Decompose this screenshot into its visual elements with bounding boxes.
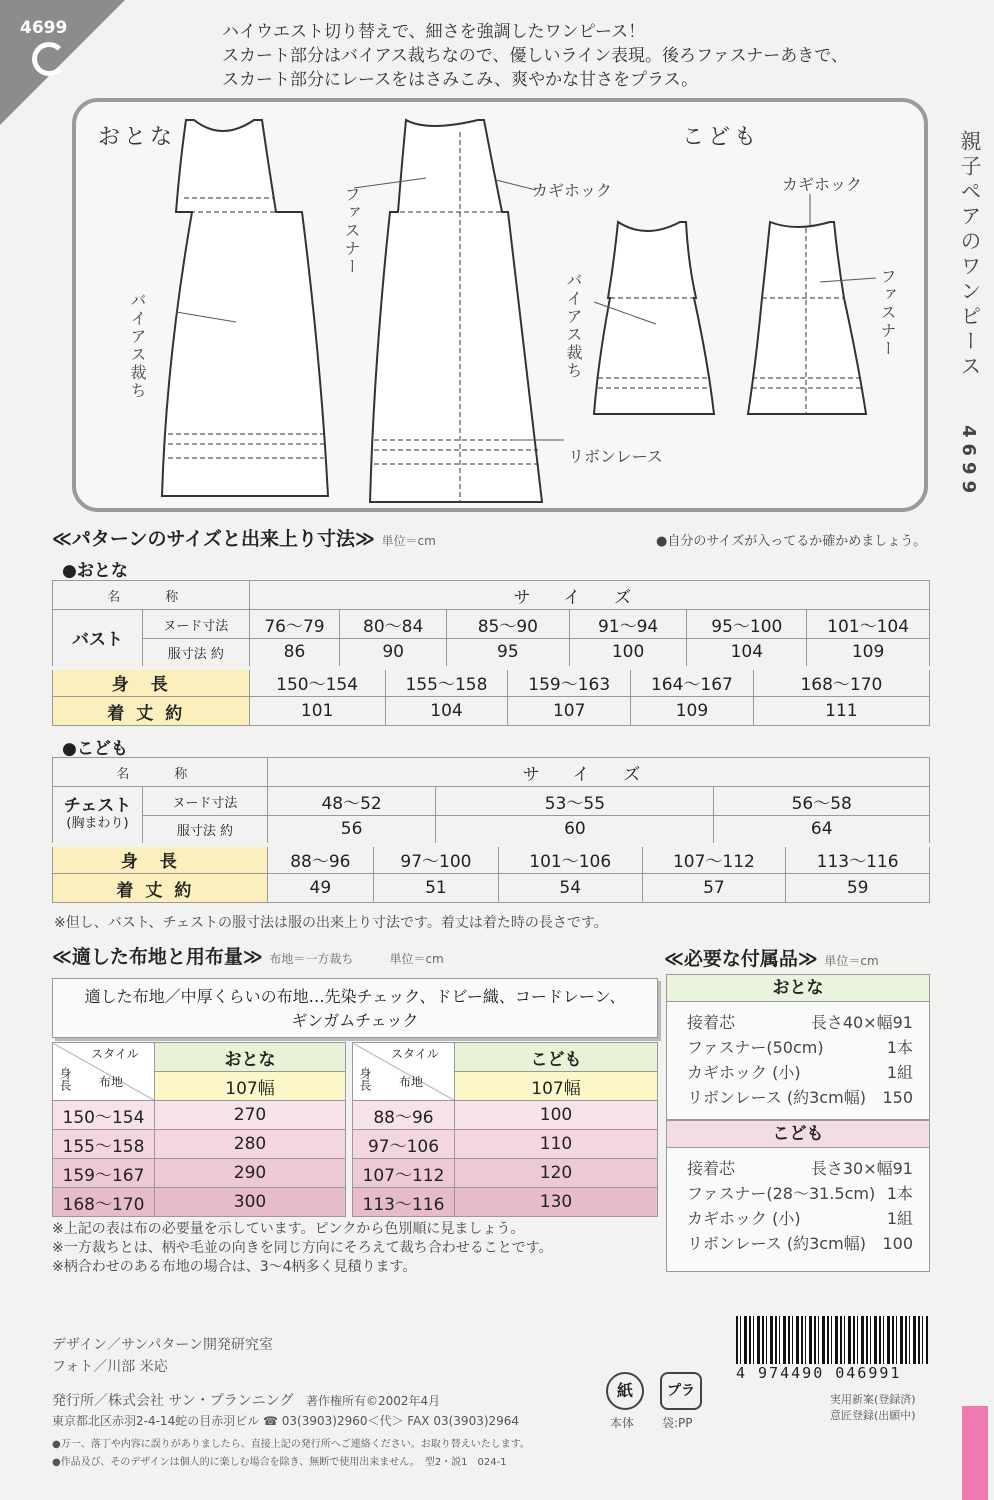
cell: 168〜170 <box>53 1188 155 1217</box>
side-title: 親子ペアのワンピース <box>958 130 982 380</box>
label-bias-child: バイアス裁ち <box>564 272 583 380</box>
table-note: ※但し、バスト、チェストの服寸法は服の出来上り寸法です。着丈は着た時の長さです。 <box>54 915 608 931</box>
fabric-section-title: ≪適した布地と用布量≫ 布地＝一方裁ち 単位＝cm <box>52 946 444 968</box>
fabric-note: ※上記の表は布の必要量を示しています。ピンクから色別順に見ましょう。 <box>52 1221 525 1237</box>
child-accessories-box <box>666 1120 930 1272</box>
cell: 109 <box>807 639 930 668</box>
accessory-row: ファスナー(50cm) 1本 <box>687 1038 913 1057</box>
cell: 168〜170 <box>753 668 929 697</box>
label-ribbon: リボンレース <box>568 447 663 466</box>
child-title: こども <box>682 125 761 150</box>
cell: 100 <box>455 1101 658 1130</box>
cell: 48〜52 <box>267 787 436 816</box>
bust-label: バスト <box>53 610 143 668</box>
suitable-fabric-box <box>52 978 658 1038</box>
cell: 130 <box>455 1188 658 1217</box>
adult-fabric-title: おとな <box>155 1043 346 1072</box>
publisher-note: ●万一、落丁や内容に誤りがありましたら、直接上記の発行所へご連絡ください。お取り替えいたします。 <box>52 1439 530 1450</box>
cell: 51 <box>373 874 498 903</box>
cell: 56 <box>267 816 436 845</box>
child-fabric-width: 107幅 <box>455 1072 658 1101</box>
cell: 155〜158 <box>53 1130 155 1159</box>
publisher: 発行所／株式会社 サン・プランニング 著作権所有©2002年4月 <box>52 1393 441 1409</box>
illustration-panel <box>72 98 928 512</box>
paper-recycle-label: 本体 <box>610 1416 635 1430</box>
suitable-line: ギンガムチェック <box>291 1011 419 1030</box>
cell: 120 <box>455 1159 658 1188</box>
cell: 113〜116 <box>786 845 930 874</box>
fabric-note: ※柄合わせのある布地の場合は、3〜4柄多く見積ります。 <box>52 1259 417 1275</box>
cell: 91〜94 <box>569 610 687 639</box>
garment-label: 服寸法 約 <box>143 639 250 668</box>
cell: 104 <box>385 697 508 726</box>
nude-label: ヌード寸法 <box>143 787 268 816</box>
cell: 95〜100 <box>687 610 807 639</box>
accessory-row: 接着芯 長さ30×幅91 <box>687 1159 913 1178</box>
accessory-row: リボンレース (約3cm幅) 150 <box>687 1088 913 1107</box>
size-header: サイズ <box>267 758 929 787</box>
label-fastener-adult: ファスナー <box>342 186 361 276</box>
child-fabric-title: こども <box>455 1043 658 1072</box>
adult-accessories-box <box>666 974 930 1120</box>
plastic-recycle-label: 袋:PP <box>662 1416 693 1430</box>
intro-line: スカート部分にレースをはさみこみ、爽やかな甘さをプラス。 <box>222 70 699 90</box>
accessories-title: ≪必要な付属品≫ 単位＝cm <box>664 948 879 970</box>
cell: 54 <box>498 874 642 903</box>
size-header: サイズ <box>249 581 929 610</box>
cell: 300 <box>155 1188 346 1217</box>
accessory-row: ファスナー(28〜31.5cm) 1本 <box>687 1184 913 1203</box>
barcode-digits: 4 974490 046991 <box>736 1364 902 1382</box>
adult-table-label: ●おとな <box>62 561 128 581</box>
publisher-address: 東京都北区赤羽2-4-14蛇の目赤羽ビル ☎ 03(3903)2960＜代＞ FAX 03(3903)2964 <box>52 1414 520 1428</box>
cell: 86 <box>249 639 340 668</box>
nude-label: ヌード寸法 <box>143 610 250 639</box>
cell: 159〜167 <box>53 1159 155 1188</box>
cell: 53〜55 <box>436 787 714 816</box>
adult-front-dress <box>162 120 328 496</box>
cell: 150〜154 <box>53 1101 155 1130</box>
length-label: 着丈約 <box>53 874 268 903</box>
side-number: 4699 <box>958 425 979 500</box>
cell: 101〜104 <box>807 610 930 639</box>
cell: 95 <box>446 639 569 668</box>
registration <box>830 1392 916 1424</box>
height-label: 身長 <box>53 845 268 874</box>
cell: 49 <box>267 874 373 903</box>
cell: 280 <box>155 1130 346 1159</box>
cell: 88〜96 <box>267 845 373 874</box>
pattern-number: 4699 <box>20 18 68 38</box>
cell: 97〜106 <box>353 1130 455 1159</box>
brand-logo-icon <box>32 42 66 76</box>
adult-fabric-table <box>52 1042 346 1217</box>
credit-line: フォト／川部 米応 <box>52 1359 168 1375</box>
dress-illustrations <box>76 102 924 508</box>
accessory-row: カギホック (小) 1組 <box>687 1209 913 1228</box>
publisher-notes <box>52 1436 530 1472</box>
cell: 101〜106 <box>498 845 642 874</box>
label-bias-adult: バイアス裁ち <box>128 292 147 400</box>
height-label: 身長 <box>53 668 250 697</box>
fabric-header-diagonal: スタイル 布地 身長 <box>353 1043 455 1101</box>
cell: 56〜58 <box>714 787 930 816</box>
registration-line: 実用新案(登録済) <box>830 1393 916 1406</box>
credits <box>52 1334 273 1378</box>
cell: 150〜154 <box>249 668 385 697</box>
cell: 107 <box>508 697 631 726</box>
label-fastener-child: ファスナー <box>878 268 897 358</box>
adult-title: おとな <box>98 125 177 150</box>
registration-line: 意匠登録(出願中) <box>830 1409 916 1422</box>
child-front-dress <box>594 222 714 414</box>
accessory-row: リボンレース (約3cm幅) 100 <box>687 1234 913 1253</box>
name-header: 名 称 <box>53 581 250 610</box>
adult-back-dress <box>370 120 542 502</box>
cell: 159〜163 <box>508 668 631 697</box>
cell: 270 <box>155 1101 346 1130</box>
garment-label: 服寸法 約 <box>143 816 268 845</box>
cell: 290 <box>155 1159 346 1188</box>
cell: 104 <box>687 639 807 668</box>
cell: 76〜79 <box>249 610 340 639</box>
cell: 97〜100 <box>373 845 498 874</box>
cell: 59 <box>786 874 930 903</box>
paper-recycle-icon: 紙 <box>606 1372 644 1410</box>
child-table-label: ●こども <box>62 739 128 759</box>
adult-accessories-title: おとな <box>667 975 929 1002</box>
length-label: 着丈約 <box>53 697 250 726</box>
adult-fabric-width: 107幅 <box>155 1072 346 1101</box>
pink-accent-bar <box>962 1406 988 1500</box>
fabric-note: ※一方裁ちとは、柄や毛並の向きを同じ方向にそろえて裁ち合わせることです。 <box>52 1240 553 1256</box>
intro-line: スカート部分はバイアス裁ちなので、優しいライン表現。後ろファスナーあきで、 <box>222 46 848 66</box>
child-accessories-title: こども <box>667 1121 929 1148</box>
child-fabric-table <box>352 1042 658 1217</box>
label-hook-adult: カギホック <box>532 181 613 200</box>
cell: 90 <box>340 639 447 668</box>
chest-label: チェスト (胸まわり) <box>53 787 143 845</box>
cell: 80〜84 <box>340 610 447 639</box>
cell: 101 <box>249 697 385 726</box>
child-size-table <box>52 757 930 903</box>
cell: 57 <box>642 874 786 903</box>
credit-line: デザイン／サンパターン開発研究室 <box>52 1337 274 1353</box>
cell: 110 <box>455 1130 658 1159</box>
intro-text <box>222 20 922 92</box>
cell: 109 <box>631 697 754 726</box>
size-hint: ●自分のサイズが入ってるか確かめましょう。 <box>656 534 927 549</box>
cell: 60 <box>436 816 714 845</box>
intro-line: ハイウエスト切り替えで、細さを強調したワンピース！ <box>222 22 646 42</box>
publisher-note: ●作品及び、そのデザインは個人的に楽しむ場合を除き、無断で使用出来ません。 型2・説1 024-1 <box>52 1457 507 1468</box>
cell: 85〜90 <box>446 610 569 639</box>
label-hook-child: カギホック <box>782 175 863 194</box>
cell: 88〜96 <box>353 1101 455 1130</box>
cell: 100 <box>569 639 687 668</box>
fabric-notes <box>52 1220 553 1277</box>
size-section-title: ≪パターンのサイズと出来上り寸法≫ 単位＝cm <box>52 528 436 550</box>
child-back-dress <box>748 222 866 414</box>
cell: 164〜167 <box>631 668 754 697</box>
cell: 107〜112 <box>642 845 786 874</box>
cell: 155〜158 <box>385 668 508 697</box>
cell: 113〜116 <box>353 1188 455 1217</box>
fabric-header-diagonal: スタイル 布地 身長 <box>53 1043 155 1101</box>
cell: 107〜112 <box>353 1159 455 1188</box>
barcode-icon <box>736 1316 928 1364</box>
plastic-recycle-icon: プラ <box>660 1372 702 1410</box>
cell: 64 <box>714 816 930 845</box>
accessory-row: カギホック (小) 1組 <box>687 1063 913 1082</box>
suitable-line: 適した布地／中厚くらいの布地…先染チェック、ドビー織、コードレーン、 <box>84 987 626 1006</box>
accessory-row: 接着芯 長さ40×幅91 <box>687 1013 913 1032</box>
adult-size-table <box>52 580 930 726</box>
name-header: 名 称 <box>53 758 268 787</box>
cell: 111 <box>753 697 929 726</box>
